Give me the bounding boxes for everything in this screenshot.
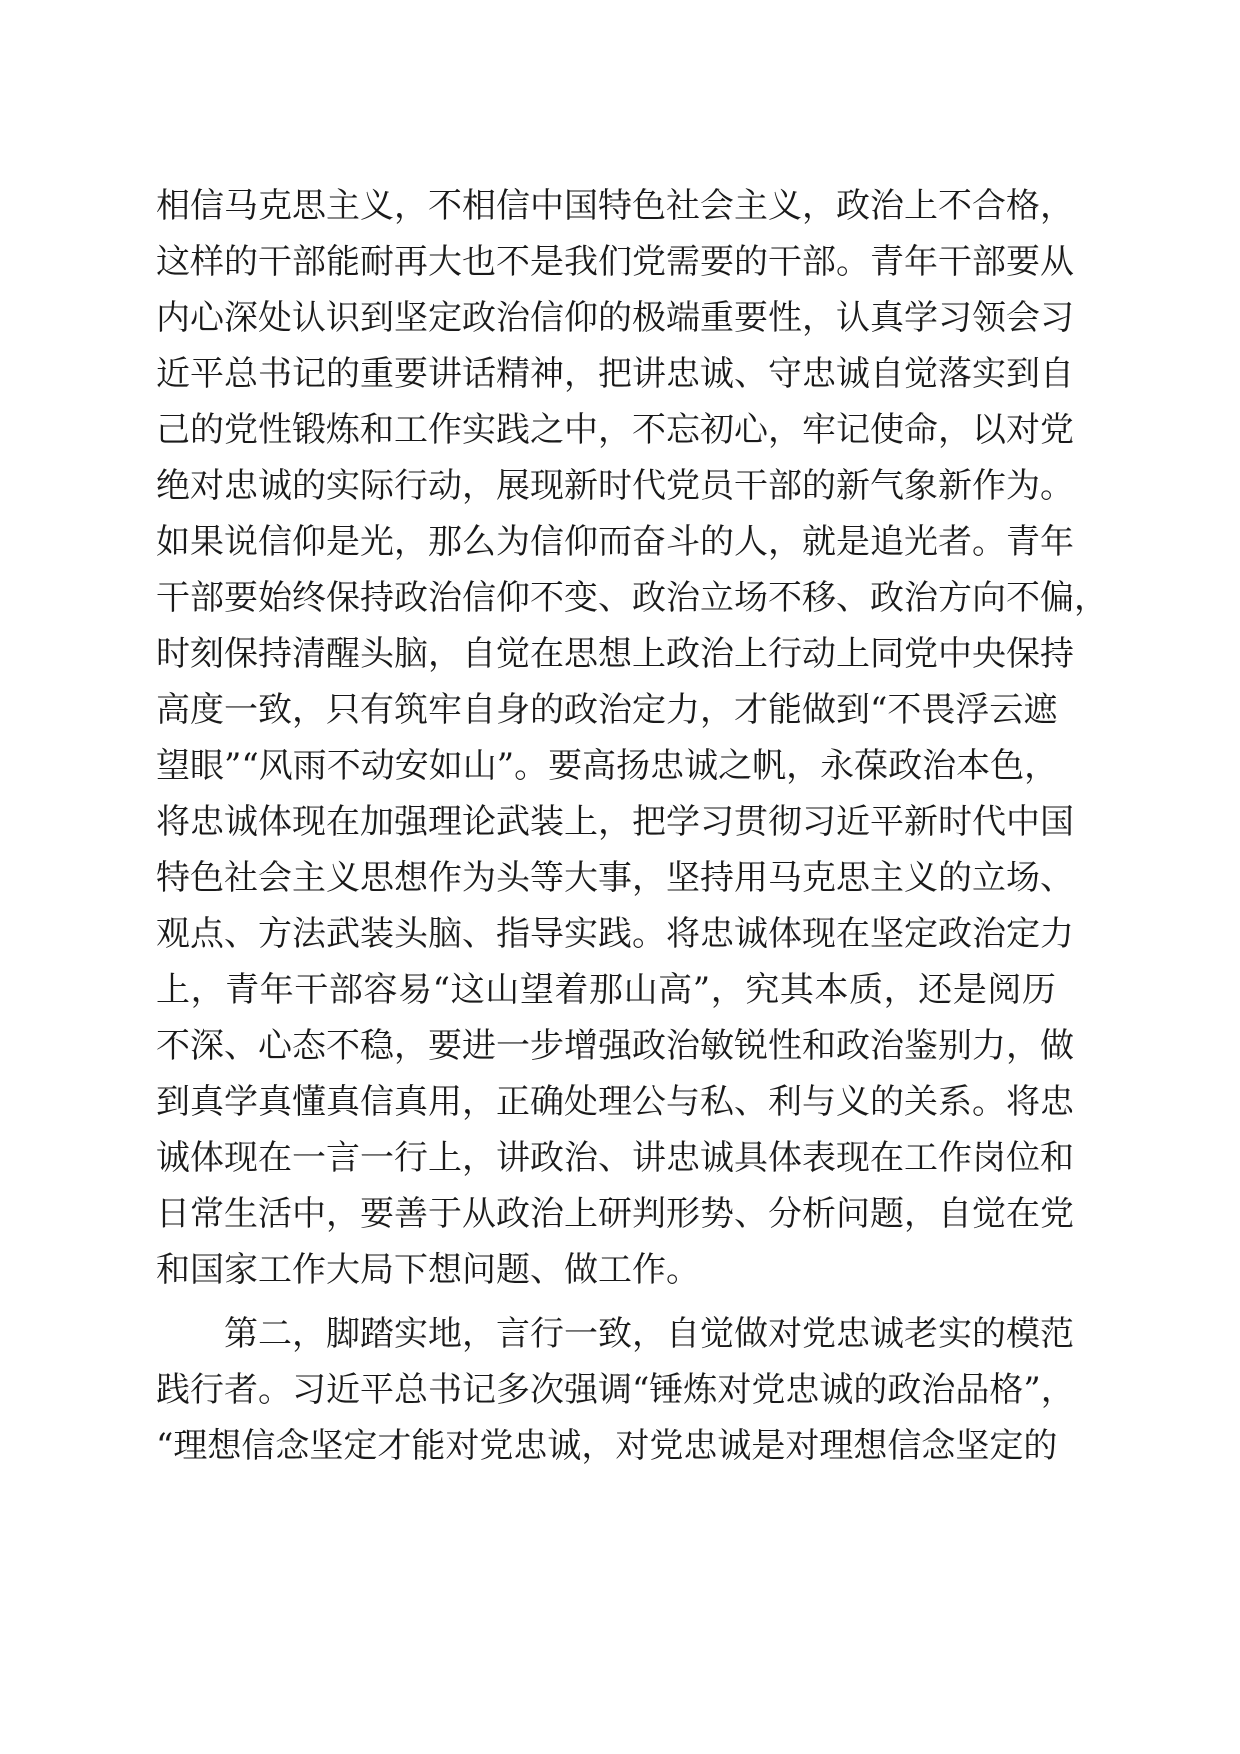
text-line: 和国家工作大局下想问题、做工作。 bbox=[156, 1250, 700, 1290]
text-line: 诚体现在一言一行上，讲政治、讲忠诚具体表现在工作岗位和 bbox=[156, 1138, 1074, 1178]
text-line: 干部要始终保持政治信仰不变、政治立场不移、政治方向不偏， bbox=[156, 578, 1108, 618]
text-line: 第二，脚踏实地，言行一致，自觉做对党忠诚老实的模范 bbox=[224, 1314, 1074, 1354]
body-text bbox=[156, 178, 1108, 1474]
text-line: 近平总书记的重要讲话精神，把讲忠诚、守忠诚自觉落实到自 bbox=[156, 354, 1074, 394]
paragraph bbox=[156, 1306, 1075, 1474]
text-line: 时刻保持清醒头脑，自觉在思想上政治上行动上同党中央保持 bbox=[156, 634, 1074, 674]
text-line: 上，青年干部容易“这山望着那山高”，究其本质，还是阅历 bbox=[156, 970, 1056, 1010]
text-line: 相信马克思主义，不相信中国特色社会主义，政治上不合格， bbox=[156, 186, 1074, 226]
paragraph-spacer bbox=[156, 1298, 1056, 1306]
text-line: “理想信念坚定才能对党忠诚，对党忠诚是对理想信念坚定的 bbox=[156, 1426, 1058, 1466]
text-line: 不深、心态不稳，要进一步增强政治敏锐性和政治鉴别力，做 bbox=[156, 1026, 1074, 1066]
text-line: 绝对忠诚的实际行动，展现新时代党员干部的新气象新作为。 bbox=[156, 466, 1074, 506]
text-line: 高度一致，只有筑牢自身的政治定力，才能做到“不畏浮云遮 bbox=[156, 690, 1058, 730]
text-line: 己的党性锻炼和工作实践之中，不忘初心，牢记使命，以对党 bbox=[156, 410, 1074, 450]
text-line: 观点、方法武装头脑、指导实践。将忠诚体现在坚定政治定力 bbox=[156, 914, 1074, 954]
text-line: 这样的干部能耐再大也不是我们党需要的干部。青年干部要从 bbox=[156, 242, 1074, 282]
text-line: 到真学真懂真信真用，正确处理公与私、利与义的关系。将忠 bbox=[156, 1082, 1074, 1122]
text-line: 特色社会主义思想作为头等大事，坚持用马克思主义的立场、 bbox=[156, 858, 1074, 898]
text-line: 望眼”“风雨不动安如山”。要高扬忠诚之帆，永葆政治本色， bbox=[156, 746, 1059, 786]
text-line: 如果说信仰是光，那么为信仰而奋斗的人，就是追光者。青年 bbox=[156, 522, 1074, 562]
text-line: 内心深处认识到坚定政治信仰的极端重要性，认真学习领会习 bbox=[156, 298, 1074, 338]
text-line: 践行者。习近平总书记多次强调“锤炼对党忠诚的政治品格”， bbox=[156, 1370, 1075, 1410]
text-line: 日常生活中，要善于从政治上研判形势、分析问题，自觉在党 bbox=[156, 1194, 1074, 1234]
text-line: 将忠诚体现在加强理论武装上，把学习贯彻习近平新时代中国 bbox=[156, 802, 1074, 842]
paragraph bbox=[156, 178, 1108, 1298]
